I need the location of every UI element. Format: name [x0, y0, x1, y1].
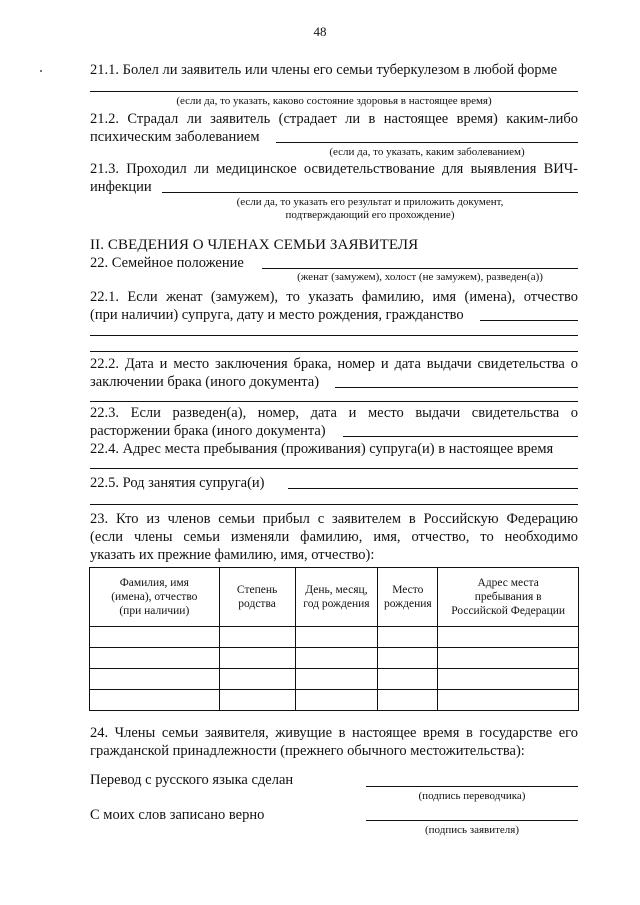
q22-2-line1: 22.2. Дата и место заключения брака, номер и дата выдачи свидетельства о: [90, 356, 578, 372]
table-header-row: [90, 568, 579, 627]
q21-3-hint-2: подтверждающий его прохождение): [285, 209, 455, 221]
q22-3-line1: 22.3. Если разведен(а), номер, дата и место выдачи свидетельства о: [90, 405, 578, 421]
header-address-line3: Российской Федерации: [451, 605, 566, 617]
q22-4-answer-line[interactable]: [90, 468, 578, 469]
q24-line2: гражданской принадлежности (прежнего обычного местожительства):: [90, 743, 525, 759]
q22-1-answer-line-3[interactable]: [90, 351, 578, 352]
q22-4-text: 22.4. Адрес места пребывания (проживания) супруга(и) в настоящее время: [90, 441, 554, 457]
q22-2-answer-line-2[interactable]: [90, 401, 578, 402]
q22-answer-line[interactable]: [262, 268, 578, 269]
q21-2-line2: психическим заболеванием: [90, 129, 260, 145]
q22-1-answer-line-1[interactable]: [480, 320, 578, 321]
q22-text: 22. Семейное положение: [90, 255, 244, 271]
header-birth-date-line1: День, месяц,: [305, 584, 368, 596]
q21-2-answer-line[interactable]: [276, 142, 578, 143]
page-number: 48: [313, 24, 327, 39]
table-cell[interactable]: [378, 648, 438, 669]
q21-1-text: 21.1. Болел ли заявитель или члены его семьи туберкулезом в любой форме: [90, 62, 558, 78]
table-cell[interactable]: [378, 669, 438, 690]
q24-line1: 24. Члены семьи заявителя, живущие в настоящее время в государстве его: [90, 725, 578, 741]
table-cell[interactable]: [438, 627, 579, 648]
translator-signature-hint: (подпись переводчика): [418, 790, 526, 802]
family-members-table: [89, 567, 579, 711]
verification-statement: С моих слов записано верно: [90, 807, 265, 823]
header-relation-line1: Степень: [236, 584, 278, 596]
table-row: [90, 690, 579, 711]
q21-1-hint: (если да, то указать, каково состояние здоровья в настоящее время): [176, 95, 492, 107]
q23-line2: (если члены семьи изменяли фамилию, имя, отчество, то необходимо: [90, 529, 578, 545]
header-address: [438, 568, 579, 627]
header-birth-place-line1: Место: [392, 584, 424, 596]
q22-3-answer-line[interactable]: [343, 436, 578, 437]
q23-line1: 23. Кто из членов семьи прибыл с заявителем в Российскую Федерацию: [90, 511, 578, 527]
header-full-name: [90, 568, 220, 627]
table-cell[interactable]: [219, 648, 295, 669]
header-birth-place-line2: рождения: [383, 598, 432, 610]
q21-3-hint-1: (если да, то указать его результат и приложить документ,: [236, 196, 504, 208]
table-cell[interactable]: [295, 669, 378, 690]
table-cell[interactable]: [219, 627, 295, 648]
q21-1-answer-line[interactable]: [90, 91, 578, 92]
table-cell[interactable]: [438, 648, 579, 669]
header-full-name-line1: Фамилия, имя: [119, 577, 189, 589]
section-2-title: II. СВЕДЕНИЯ О ЧЛЕНАХ СЕМЬИ ЗАЯВИТЕЛЯ: [90, 237, 419, 253]
q21-3-line1: 21.3. Проходил ли медицинское освидетельствование для выявления ВИЧ-: [90, 161, 578, 177]
scan-speck: [40, 70, 42, 72]
header-birth-place: [378, 568, 438, 627]
table-cell[interactable]: [219, 669, 295, 690]
q21-2-hint: (если да, то указать, каким заболеванием): [329, 146, 525, 158]
table-row: [90, 627, 579, 648]
table-cell[interactable]: [219, 690, 295, 711]
header-birth-date-line2: год рождения: [303, 598, 370, 610]
q22-1-line1: 22.1. Если женат (замужем), то указать фамилию, имя (имена), отчество: [90, 289, 578, 305]
q22-2-line2: заключении брака (иного документа): [90, 374, 320, 390]
applicant-signature-hint: (подпись заявителя): [424, 824, 520, 836]
header-relation-line2: родства: [238, 598, 276, 610]
table-cell[interactable]: [438, 669, 579, 690]
q22-5-text: 22.5. Род занятия супруга(и): [90, 475, 265, 491]
q22-5-answer-line-1[interactable]: [288, 488, 578, 489]
applicant-signature-line[interactable]: [366, 820, 578, 821]
table-cell[interactable]: [90, 690, 220, 711]
table-cell[interactable]: [90, 669, 220, 690]
q21-3-line2: инфекции: [90, 179, 152, 195]
table-cell[interactable]: [295, 690, 378, 711]
header-address-line1: Адрес места: [477, 577, 539, 589]
q23-line3: указать их прежние фамилию, имя, отчество):: [90, 547, 375, 563]
translator-signature-line[interactable]: [366, 786, 578, 787]
translation-statement: Перевод с русского языка сделан: [90, 772, 294, 788]
table-cell[interactable]: [438, 690, 579, 711]
q22-1-line2: (при наличии) супруга, дату и место рождения, гражданство: [90, 307, 464, 323]
q22-3-line2: расторжении брака (иного документа): [90, 423, 326, 439]
table-cell[interactable]: [90, 627, 220, 648]
table-cell[interactable]: [295, 627, 378, 648]
table-row: [90, 648, 579, 669]
table-cell[interactable]: [378, 690, 438, 711]
q21-2-line1: 21.2. Страдал ли заявитель (страдает ли в настоящее время) каким-либо: [90, 111, 578, 127]
table-row: [90, 669, 579, 690]
header-address-line2: пребывания в: [474, 591, 542, 603]
header-full-name-line3: (при наличии): [119, 605, 190, 617]
header-relation: [219, 568, 295, 627]
q22-1-answer-line-2[interactable]: [90, 335, 578, 336]
table-cell[interactable]: [90, 648, 220, 669]
q22-2-answer-line-1[interactable]: [335, 387, 578, 388]
q21-3-answer-line[interactable]: [162, 192, 578, 193]
table-cell[interactable]: [378, 627, 438, 648]
q22-hint: (женат (замужем), холост (не замужем), разведен(а)): [297, 271, 543, 283]
table-cell[interactable]: [295, 648, 378, 669]
header-full-name-line2: (имена), отчество: [111, 591, 198, 603]
q22-5-answer-line-2[interactable]: [90, 504, 578, 505]
header-birth-date: [295, 568, 378, 627]
